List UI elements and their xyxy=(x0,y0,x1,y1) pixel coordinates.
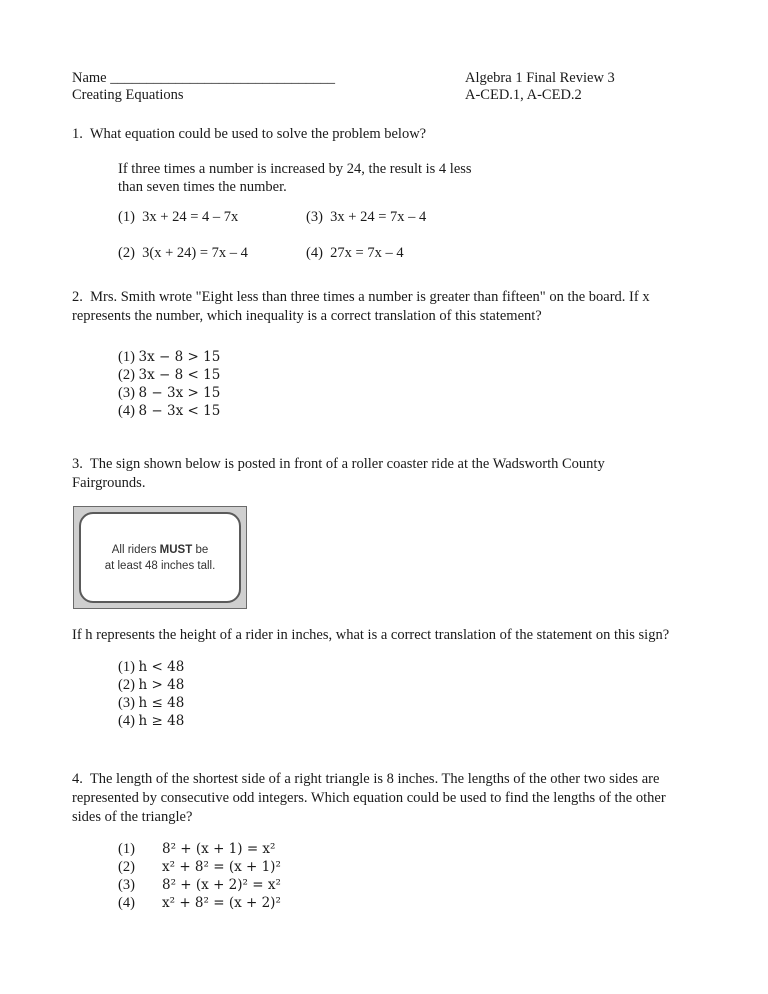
choice-text: h ≤ 48 xyxy=(138,695,185,711)
choice-text: 3x + 24 = 7x – 4 xyxy=(330,209,427,225)
question-number: 3. xyxy=(72,456,83,472)
q4-choice-1[interactable] xyxy=(118,840,281,858)
q1-choice-4[interactable] xyxy=(306,244,404,262)
choice-label: (1) xyxy=(118,659,135,675)
q3-choice-4[interactable] xyxy=(118,712,184,730)
q1-choice-1[interactable] xyxy=(118,208,238,226)
q3-choice-2[interactable] xyxy=(118,676,184,694)
question-3-prompt xyxy=(72,455,722,493)
q4-choice-3[interactable] xyxy=(118,876,281,894)
question-4-choices xyxy=(118,840,281,912)
choice-text: h ≥ 48 xyxy=(138,713,185,729)
choice-label: (2) xyxy=(118,677,135,693)
question-3-choices xyxy=(118,658,184,730)
question-number: 2. xyxy=(72,289,83,305)
choice-label: (4) xyxy=(306,245,323,261)
sign-emphasis: MUST xyxy=(159,543,193,556)
choice-label: (3) xyxy=(118,385,135,401)
sign-panel xyxy=(79,512,241,603)
q4-choice-4[interactable] xyxy=(118,894,281,912)
choice-text: 8² + (x + 2)² = x² xyxy=(162,877,281,893)
name-label: Name xyxy=(72,70,107,86)
question-text: The length of the shortest side of a right triangle is 8 inches. The lengths of the other two sides are xyxy=(89,771,660,787)
choice-text: 3x − 8 > 15 xyxy=(138,349,221,365)
q2-choice-1[interactable] xyxy=(118,348,220,366)
choice-label: (1) xyxy=(118,349,135,365)
question-number: 1. xyxy=(72,126,83,142)
choice-text: 3(x + 24) = 7x – 4 xyxy=(142,245,248,261)
standards-label: A-CED.1, A-CED.2 xyxy=(465,87,582,103)
choice-label: (2) xyxy=(118,367,135,383)
choice-label: (3) xyxy=(118,695,135,711)
question-4-prompt xyxy=(72,770,762,827)
choice-label: (2) xyxy=(118,245,135,261)
choice-label: (4) xyxy=(118,403,135,419)
roller-coaster-sign xyxy=(73,506,247,609)
q4-choice-2[interactable] xyxy=(118,858,281,876)
question-text: Mrs. Smith wrote "Eight less than three times a number is greater than fifteen" on the board. If x xyxy=(90,289,650,305)
question-text: represented by consecutive odd integers. Which equation could be used to find the lengths of the other xyxy=(72,790,666,806)
choice-label: (4) xyxy=(118,895,135,911)
choice-text: 8 − 3x < 15 xyxy=(138,403,221,419)
choice-text: h > 48 xyxy=(138,677,185,693)
choice-label: (3) xyxy=(118,877,135,893)
choice-text: 3x − 8 < 15 xyxy=(138,367,221,383)
choice-label: (2) xyxy=(118,859,135,875)
question-1-prompt xyxy=(72,125,722,144)
q3-choice-3[interactable] xyxy=(118,694,184,712)
question-2-prompt xyxy=(72,288,722,326)
worksheet-title: Algebra 1 Final Review 3 xyxy=(465,70,615,86)
question-3-followup: If h represents the height of a rider in inches, what is a correct translation of the statement on this sign? xyxy=(72,627,670,643)
choice-label: (4) xyxy=(118,713,135,729)
question-text: Fairgrounds. xyxy=(72,475,146,491)
choice-label: (3) xyxy=(306,209,323,225)
q3-choice-1[interactable] xyxy=(118,658,184,676)
choice-text: x² + 8² = (x + 2)² xyxy=(162,895,281,911)
q2-choice-2[interactable] xyxy=(118,366,220,384)
choice-text: x² + 8² = (x + 1)² xyxy=(162,859,281,875)
sign-text: All riders xyxy=(111,543,160,556)
choice-text: h < 48 xyxy=(138,659,185,675)
question-text: sides of the triangle? xyxy=(72,809,193,825)
problem-line: than seven times the number. xyxy=(118,179,287,195)
question-text: What equation could be used to solve the problem below? xyxy=(89,126,427,142)
question-1-problem xyxy=(118,160,472,196)
q1-choice-3[interactable] xyxy=(306,208,426,226)
worksheet-subtitle: Creating Equations xyxy=(72,87,184,103)
choice-label: (1) xyxy=(118,841,135,857)
choice-label: (1) xyxy=(118,209,135,225)
sign-line-2: at least 48 inches tall. xyxy=(104,559,216,572)
choice-text: 3x + 24 = 4 – 7x xyxy=(142,209,239,225)
name-blank[interactable]: _______________________________ xyxy=(110,70,335,86)
choice-text: 8 − 3x > 15 xyxy=(138,385,221,401)
sign-line-1 xyxy=(112,542,209,558)
sign-text: be xyxy=(192,543,209,556)
question-2-choices xyxy=(118,348,220,420)
q1-choice-2[interactable] xyxy=(118,244,248,262)
problem-line: If three times a number is increased by 24, the result is 4 less xyxy=(118,161,472,177)
q2-choice-4[interactable] xyxy=(118,402,220,420)
choice-text: 8² + (x + 1) = x² xyxy=(162,841,276,857)
choice-text: 27x = 7x – 4 xyxy=(330,245,404,261)
q2-choice-3[interactable] xyxy=(118,384,220,402)
question-text: The sign shown below is posted in front of a roller coaster ride at the Wadsworth County xyxy=(89,456,605,472)
name-field xyxy=(72,70,335,87)
question-number: 4. xyxy=(72,771,83,787)
question-text: represents the number, which inequality is a correct translation of this statement? xyxy=(72,308,542,324)
